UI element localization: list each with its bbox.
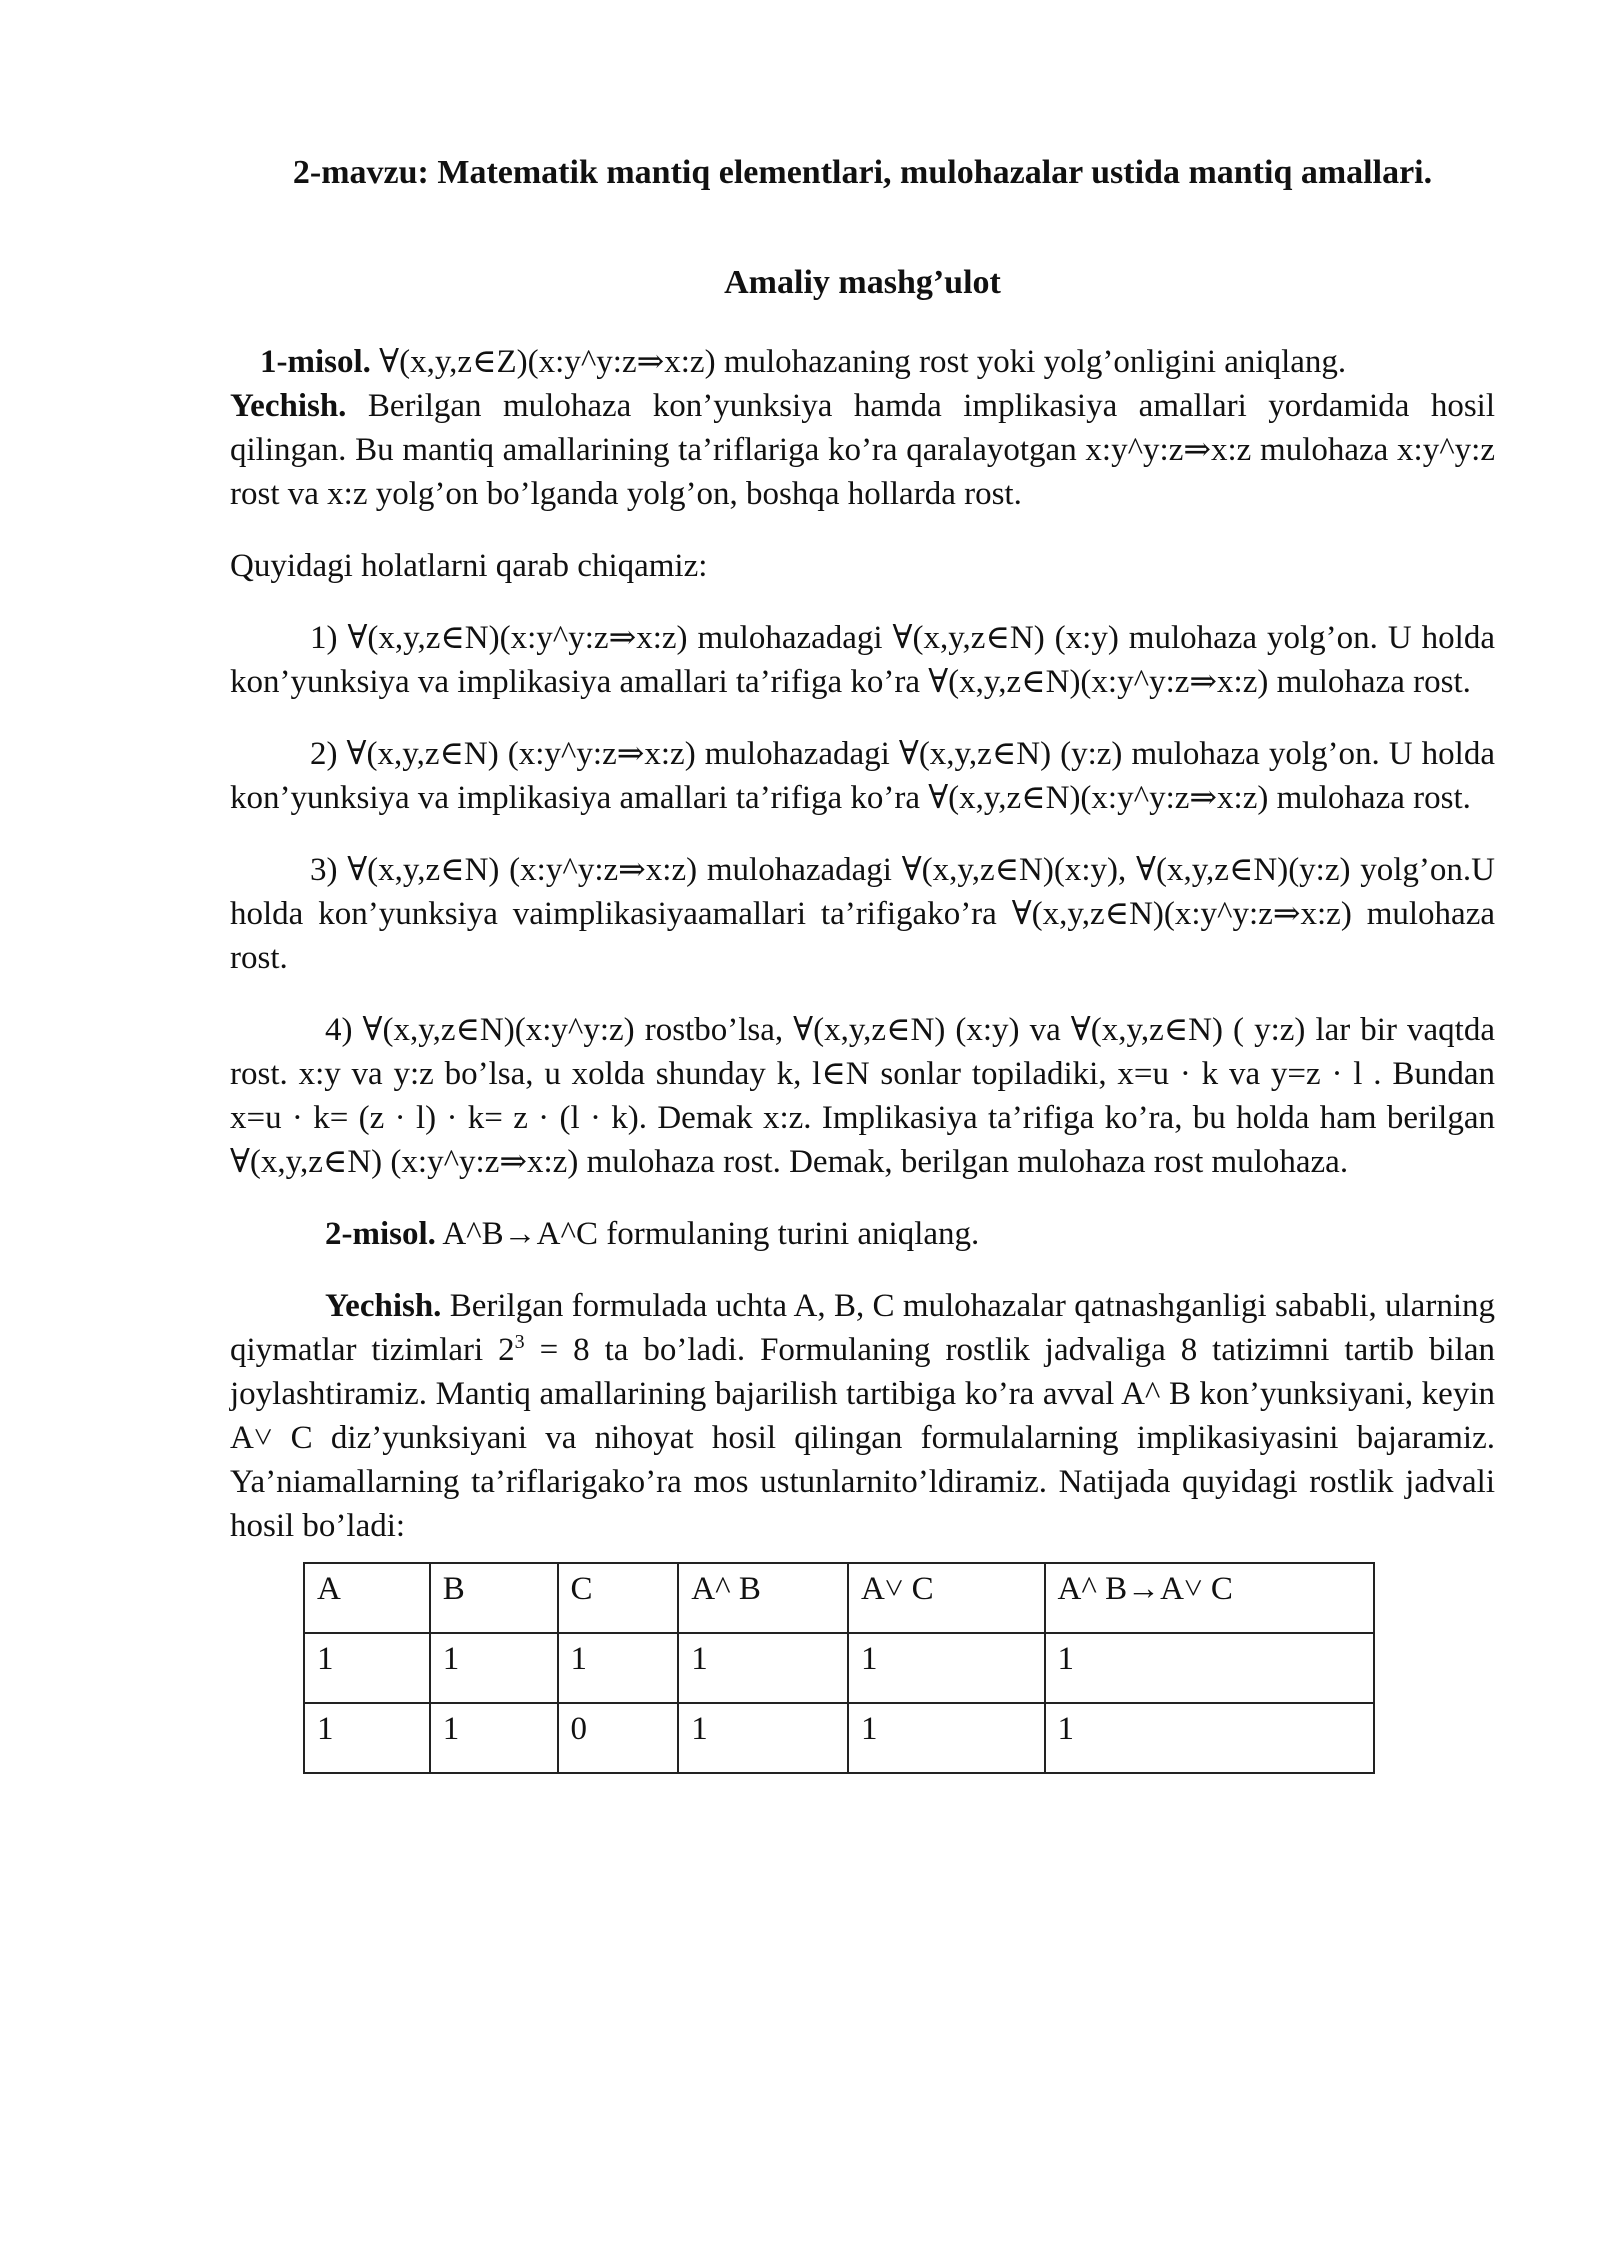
table-cell: 0 — [558, 1703, 679, 1773]
table-cell: 1 — [558, 1633, 679, 1703]
table-cell: 1 — [848, 1633, 1045, 1703]
table-header-cell: C — [558, 1563, 679, 1633]
case-1: 1) ∀(x,y,z∈N)(x:y^y:z⇒x:z) mulohazadagi ∀(x,y,z∈N) (x:y) mulohaza yolg’on. U holda kon’yunksiya va implikasiya amallari ta’rifiga ko’ra ∀(x,y,z∈N)(x:y^y:z⇒x:z) mulohaza rost. — [230, 620, 1495, 700]
example2-solution — [230, 1284, 1495, 1548]
case-4: 4) ∀(x,y,z∈N)(x:y^y:z) rostbo’lsa, ∀(x,y,z∈N) (x:y) va ∀(x,y,z∈N) ( y:z) lar bir vaqtda rost. x:y va y:z bo’lsa, u xolda shunday k, l∈N sonlar topiladiki, x=u · k va y=z · l . Bundan x=u · k= (z · l) · k= z · (l · k). Demak x:z. Implikasiya ta’rifiga ko’ra, bu holda ham berilgan ∀(x,y,z∈N) (x:y^y:z⇒x:z) mulohaza rost. Demak, berilgan mulohaza rost mulohaza. — [230, 1012, 1495, 1180]
table-cell: 1 — [678, 1703, 848, 1773]
example1-statement — [230, 340, 1495, 384]
example1-label: 1-misol. — [260, 344, 371, 380]
table-row — [304, 1703, 1374, 1773]
example2-solution-label: Yechish. — [325, 1288, 442, 1324]
table-cell: 1 — [848, 1703, 1045, 1773]
example1-solution — [230, 384, 1495, 516]
table-header-cell: B — [430, 1563, 558, 1633]
truth-table — [303, 1562, 1375, 1774]
example1-text: ∀(x,y,z∈Z)(x:y^y:z⇒x:z) mulohazaning rost yoki yolg’onligini aniqlang. — [370, 344, 1347, 380]
table-header-cell: A˅ C — [848, 1563, 1045, 1633]
document-subtitle: Amaliy mashg’ulot — [724, 264, 1001, 301]
table-row — [304, 1633, 1374, 1703]
example2-label: 2-misol. — [325, 1216, 436, 1252]
table-cell: 1 — [304, 1703, 430, 1773]
table-cell: 1 — [304, 1633, 430, 1703]
example1-intro: Quyidagi holatlarni qarab chiqamiz: — [230, 548, 708, 584]
table-cell: 1 — [430, 1703, 558, 1773]
example2-statement — [230, 1212, 1495, 1256]
table-cell: 1 — [1045, 1703, 1374, 1773]
example2-solution-text-a: Berilgan formulada uchta A, B, C mulohazalar qatnashganligi sababli, ularning qiymatlar tizimlari 2 — [230, 1288, 1495, 1368]
table-cell: 1 — [430, 1633, 558, 1703]
table-header-cell: A^ B→A˅ C — [1045, 1563, 1374, 1633]
table-header-cell: A^ B — [678, 1563, 848, 1633]
document-page — [230, 150, 1495, 1774]
case-3: 3) ∀(x,y,z∈N) (x:y^y:z⇒x:z) mulohazadagi ∀(x,y,z∈N)(x:y), ∀(x,y,z∈N)(y:z) yolg’on.U holda kon’yunksiya vaimplikasiyaamallari ta’rifigako’ra ∀(x,y,z∈N)(x:y^y:z⇒x:z) mulohaza rost. — [230, 852, 1495, 976]
example2-text: A^B→A^C formulaning turini aniqlang. — [435, 1216, 980, 1252]
exponent: 3 — [514, 1331, 525, 1353]
table-header-row — [304, 1563, 1374, 1633]
table-cell: 1 — [1045, 1633, 1374, 1703]
example2-solution-text-b: = 8 ta bo’ladi. Formulaning rostlik jadvaliga 8 tatizimni tartib bilan joylashtiramiz. Mantiq amallarining bajarilish tartibiga ko’ra avval A^ B kon’yunksiyani, keyin A˅ C diz’yunksiyani va nihoyat hosil qilingan formulalarning implikasiyasini bajaramiz. Ya’niamallarning ta’riflarigako’ra mos ustunlarnito’ldiramiz. Natijada quyidagi rostlik jadvali hosil bo’ladi: — [230, 1332, 1495, 1544]
example1-solution-label: Yechish. — [230, 388, 347, 424]
example1-solution-text: Berilgan mulohaza kon’yunksiya hamda implikasiya amallari yordamida hosil qilingan. Bu mantiq amallarining ta’riflariga ko’ra qaralayotgan x:y^y:z⇒x:z mulohaza x:y^y:z rost va x:z yolg’on bo’lganda yolg’on, boshqa hollarda rost. — [230, 388, 1495, 512]
case-2: 2) ∀(x,y,z∈N) (x:y^y:z⇒x:z) mulohazadagi ∀(x,y,z∈N) (y:z) mulohaza yolg’on. U holda kon’yunksiya va implikasiya amallari ta’rifiga ko’ra ∀(x,y,z∈N)(x:y^y:z⇒x:z) mulohaza rost. — [230, 736, 1495, 816]
table-header-cell: A — [304, 1563, 430, 1633]
document-title: 2-mavzu: Matematik mantiq elementlari, mulohazalar ustida mantiq amallari. — [292, 154, 1433, 191]
table-cell: 1 — [678, 1633, 848, 1703]
